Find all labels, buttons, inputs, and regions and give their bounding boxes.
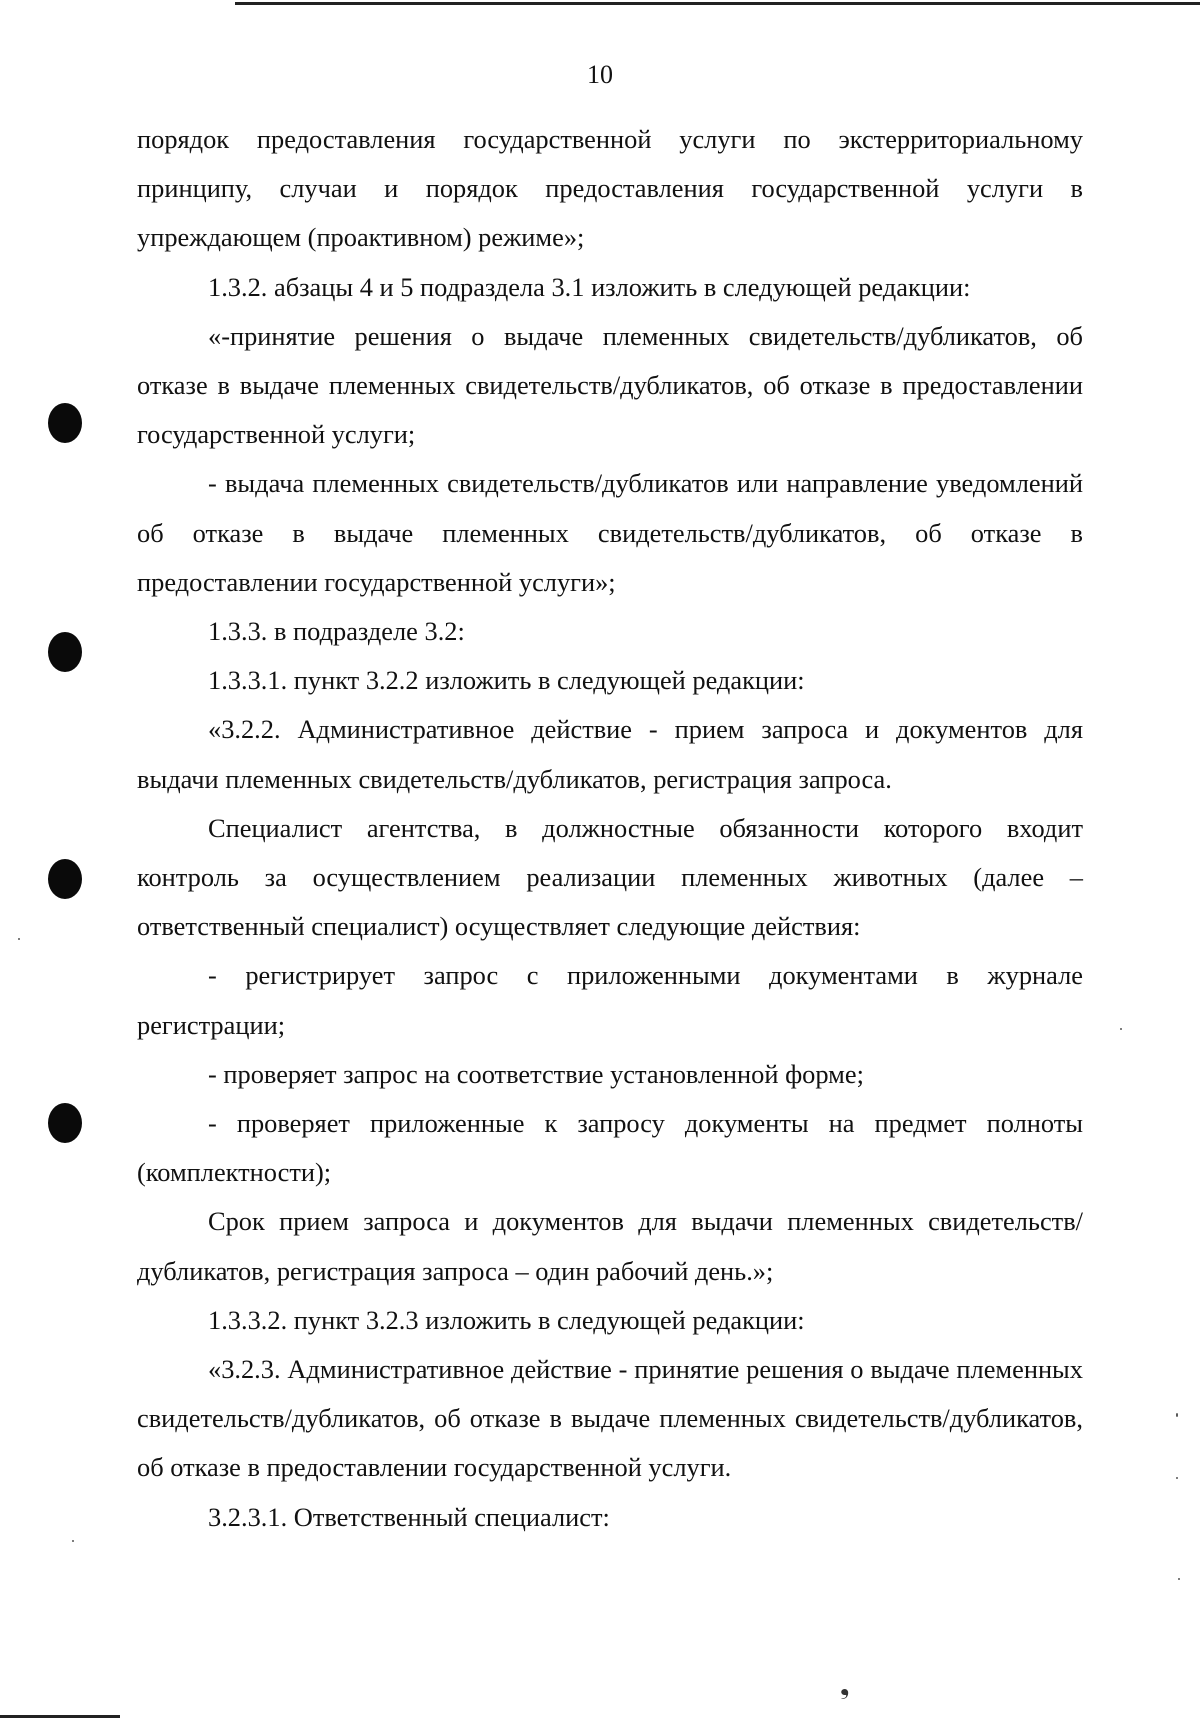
paragraph-1-3-3-2: 1.3.3.2. пункт 3.2.3 изложить в следующей редакции: <box>208 1304 805 1335</box>
paragraph-3-2-2: «3.2.2. Административное действие - прием запроса и документов для выдачи племенных свидетельств/дубликатов, регистрация запроса. <box>137 714 1083 794</box>
page-number: 10 <box>587 60 613 89</box>
paragraph-1-3-3: 1.3.3. в подразделе 3.2: <box>208 616 465 647</box>
scan-speck <box>72 1540 74 1542</box>
binder-hole-2 <box>48 632 82 672</box>
paragraph-specialist: Специалист агентства, в должностные обязанности которого входит контроль за осуществлением реализации племенных животных (далее – ответственный специалист) осуществляет следующие действия: <box>137 812 1083 942</box>
paragraph-3-2-3: «3.2.3. Административное действие - принятие решения о выдаче племенных свидетельств/дубликатов, об отказе в выдаче племенных свидетельств/дубликатов, об отказе в предоставлении государственной услуги. <box>137 1354 1083 1483</box>
paragraph-1-3-2: 1.3.2. абзацы 4 и 5 подраздела 3.1 изложить в следующей редакции: <box>208 271 971 302</box>
paragraph-continuation: порядок предоставления государственной услуги по экстерриториальному принципу, случаи и порядок предоставления государственной услуги в упреждающем (проактивном) режиме»; <box>137 124 1083 253</box>
binder-hole-3 <box>48 859 82 899</box>
paragraph-issuance: - выдача племенных свидетельств/дубликатов или направление уведомлений об отказе в выдаче племенных свидетельств/дубликатов, об отказе в предоставлении государственной услуги»; <box>137 468 1083 597</box>
paragraph-1-3-3-1: 1.3.3.1. пункт 3.2.2 изложить в следующей редакции: <box>208 665 805 696</box>
list-item-checks-form: - проверяет запрос на соответствие установленной форме; <box>208 1058 864 1089</box>
scan-speck <box>1178 1578 1180 1580</box>
scan-speck <box>1120 1028 1122 1030</box>
paragraph-3-2-3-1: 3.2.3.1. Ответственный специалист: <box>208 1501 610 1532</box>
list-item-registers: - регистрирует запрос с приложенными документами в журнале регистрации; <box>137 960 1083 1040</box>
top-scan-edge <box>235 2 1200 5</box>
binder-hole-4 <box>48 1103 82 1143</box>
binder-hole-1 <box>48 403 82 443</box>
paragraph-quote-decision: «-принятие решения о выдаче племенных свидетельств/дубликатов, об отказе в выдаче племенных свидетельств/дубликатов, об отказе в предоставлении государственной услуги; <box>137 320 1083 450</box>
list-item-checks-documents: - проверяет приложенные к запросу документы на предмет полноты (комплектности); <box>137 1108 1083 1188</box>
document-body <box>137 115 1083 1542</box>
paragraph-deadline: Срок прием запроса и документов для выдачи племенных свидетельств/дубликатов, регистрация запроса – один рабочий день.»; <box>137 1206 1083 1286</box>
scan-speck <box>1176 1477 1178 1479</box>
scan-speck <box>18 938 20 940</box>
bottom-scan-edge <box>0 1715 120 1718</box>
scan-speck <box>1176 1413 1178 1417</box>
scan-artifact-icon: ❟ <box>840 1672 850 1700</box>
